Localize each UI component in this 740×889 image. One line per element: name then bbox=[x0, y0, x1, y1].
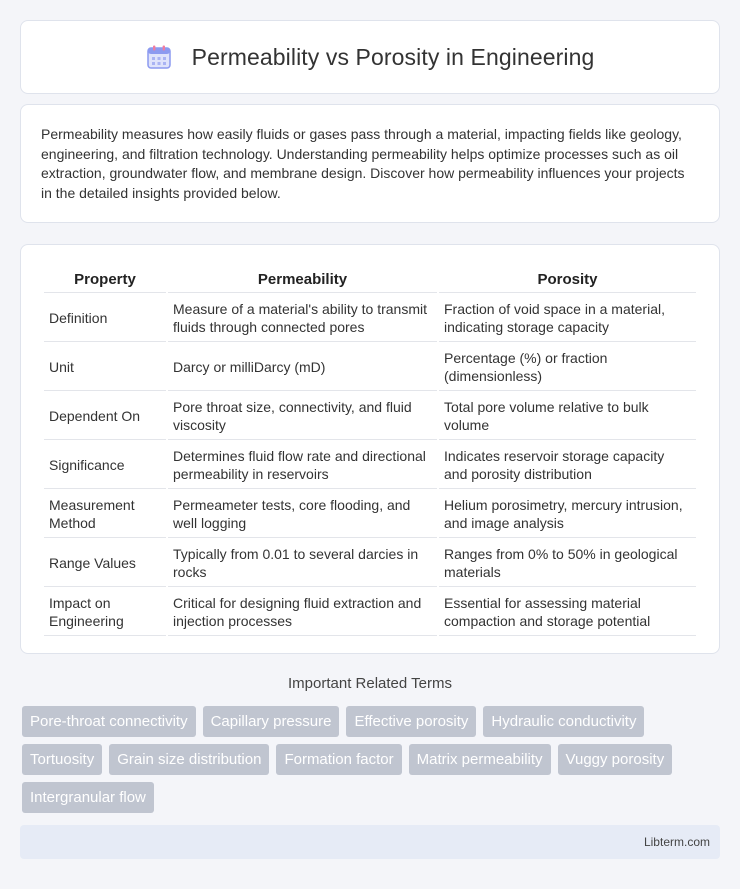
table-row bbox=[44, 491, 696, 538]
cell-permeability: Measure of a material's ability to transmit fluids through connected pores bbox=[168, 295, 437, 342]
cell-permeability: Darcy or milliDarcy (mD) bbox=[168, 344, 437, 391]
footer-site-link[interactable]: Libterm.com bbox=[643, 835, 710, 849]
cell-porosity: Helium porosimetry, mercury intrusion, and image analysis bbox=[439, 491, 696, 538]
header-porosity: Porosity bbox=[439, 263, 696, 293]
cell-property: Dependent On bbox=[44, 393, 166, 440]
cell-porosity: Ranges from 0% to 50% in geological materials bbox=[439, 540, 696, 587]
cell-permeability: Permeameter tests, core flooding, and well logging bbox=[168, 491, 437, 538]
related-term-tag[interactable]: Vuggy porosity bbox=[558, 744, 673, 775]
calendar-icon bbox=[146, 44, 172, 70]
intro-card bbox=[20, 104, 720, 223]
cell-porosity: Essential for assessing material compaction and storage potential bbox=[439, 589, 696, 636]
related-term-tag[interactable]: Grain size distribution bbox=[109, 744, 269, 775]
header bbox=[146, 44, 595, 71]
footer bbox=[20, 825, 720, 859]
related-term-tag[interactable]: Hydraulic conductivity bbox=[483, 706, 644, 737]
comparison-table bbox=[42, 261, 698, 638]
related-term-tag[interactable]: Effective porosity bbox=[346, 706, 476, 737]
page-title: Permeability vs Porosity in Engineering bbox=[191, 43, 595, 70]
related-term-tag[interactable]: Tortuosity bbox=[22, 744, 102, 775]
table-row bbox=[44, 540, 696, 587]
comparison-table-card bbox=[20, 244, 720, 654]
cell-property: Measurement Method bbox=[44, 491, 166, 538]
cell-permeability: Pore throat size, connectivity, and fluid viscosity bbox=[168, 393, 437, 440]
cell-permeability: Typically from 0.01 to several darcies in rocks bbox=[168, 540, 437, 587]
table-row bbox=[44, 589, 696, 636]
related-term-tag[interactable]: Pore-throat connectivity bbox=[22, 706, 196, 737]
table-row bbox=[44, 295, 696, 342]
cell-permeability: Determines fluid flow rate and directional permeability in reservoirs bbox=[168, 442, 437, 489]
table-row bbox=[44, 393, 696, 440]
intro-text: Permeability measures how easily fluids or gases pass through a material, impacting fields like geology, engineering, and filtration technology. Understanding permeability helps optimize processes such as oil extraction, groundwater flow, and membrane design. Discover how permeability influences your projects in the detailed insights provided below. bbox=[41, 126, 685, 201]
header-card bbox=[20, 20, 720, 94]
cell-porosity: Indicates reservoir storage capacity and porosity distribution bbox=[439, 442, 696, 489]
table-header-row bbox=[44, 263, 696, 293]
related-term-tag[interactable]: Formation factor bbox=[276, 744, 401, 775]
cell-property: Range Values bbox=[44, 540, 166, 587]
cell-property: Unit bbox=[44, 344, 166, 391]
cell-property: Impact on Engineering bbox=[44, 589, 166, 636]
cell-porosity: Total pore volume relative to bulk volume bbox=[439, 393, 696, 440]
table-row bbox=[44, 442, 696, 489]
header-property: Property bbox=[44, 263, 166, 293]
related-term-tag[interactable]: Intergranular flow bbox=[22, 782, 154, 813]
related-terms-tags bbox=[22, 706, 722, 813]
table-row bbox=[44, 344, 696, 391]
header-permeability: Permeability bbox=[168, 263, 437, 293]
cell-permeability: Critical for designing fluid extraction and injection processes bbox=[168, 589, 437, 636]
cell-property: Definition bbox=[44, 295, 166, 342]
cell-porosity: Fraction of void space in a material, indicating storage capacity bbox=[439, 295, 696, 342]
related-terms-title: Important Related Terms bbox=[288, 675, 452, 692]
cell-porosity: Percentage (%) or fraction (dimensionless) bbox=[439, 344, 696, 391]
cell-property: Significance bbox=[44, 442, 166, 489]
related-term-tag[interactable]: Capillary pressure bbox=[203, 706, 340, 737]
related-term-tag[interactable]: Matrix permeability bbox=[409, 744, 551, 775]
